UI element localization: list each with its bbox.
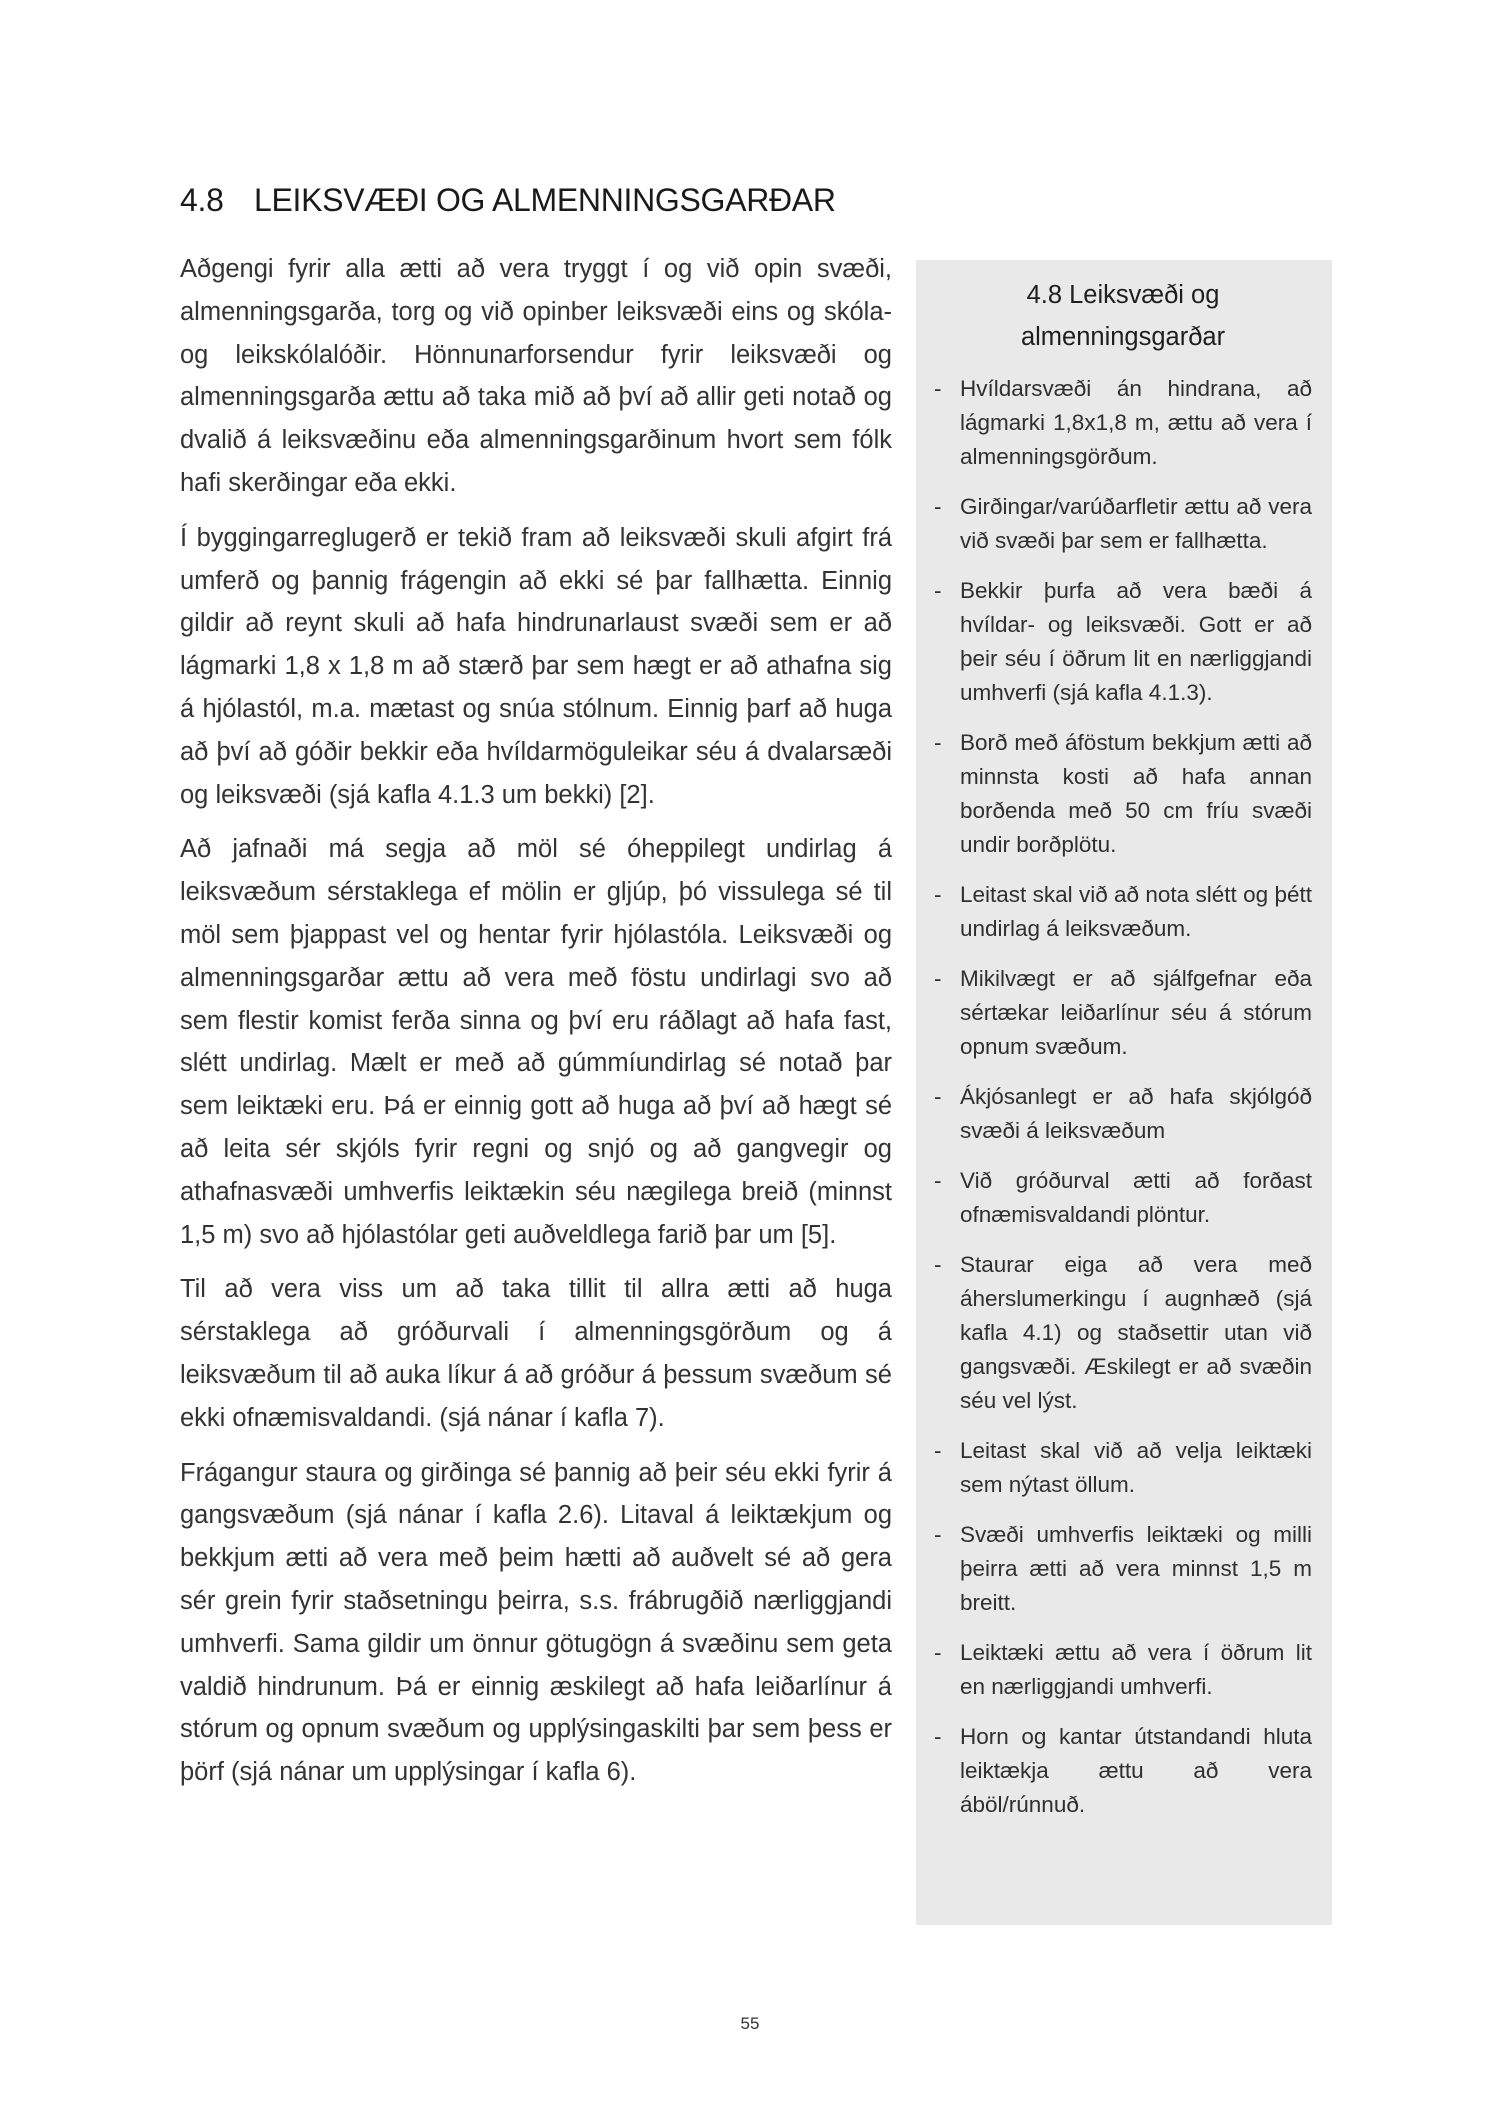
- list-item: [934, 1080, 1312, 1148]
- list-item-text: Leiktæki ættu að vera í öðrum lit en nærliggjandi umhverfi.: [960, 1640, 1312, 1699]
- bullet-dash: -: [934, 578, 942, 603]
- main-text: [180, 248, 892, 1806]
- list-item: [934, 490, 1312, 558]
- paragraph: Til að vera viss um að taka tillit til allra ætti að huga sérstaklega að gróðurvali í almenningsgörðum og á leiksvæðum til að auka líkur á að gróður á þessum svæðum sé ekki ofnæmisvaldandi. (sjá nánar í kafla 7).: [180, 1275, 892, 1432]
- paragraph: Frágangur staura og girðinga sé þannig að þeir séu ekki fyrir á gangsvæðum (sjá nánar í kafla 2.6). Litaval á leiktækjum og bekkjum ætti að vera með þeim hætti að auðvelt sé að gera sér grein fyrir staðsetningu þeirra, s.s. frábrugðið nærliggjandi umhverfi. Sama gildir um önnur götugögn á svæðinu sem geta valdið hindrunum. Þá er einnig æskilegt að hafa leiðarlínur á stórum og opnum svæðum og upplýsingaskilti þar sem þess er þörf (sjá nánar um upplýsingar í kafla 6).: [180, 1458, 892, 1787]
- bullet-dash: -: [934, 1724, 942, 1749]
- list-item: [934, 1164, 1312, 1232]
- list-item: [934, 1434, 1312, 1502]
- list-item: [934, 878, 1312, 946]
- section-title: LEIKSVÆÐI OG ALMENNINGSGARÐAR: [254, 182, 836, 218]
- bullet-dash: -: [934, 1252, 942, 1277]
- list-item-text: Leitast skal við að nota slétt og þétt undirlag á leiksvæðum.: [960, 882, 1312, 941]
- sidebar-list: [934, 372, 1312, 1822]
- list-item-text: Girðingar/varúðarfletir ættu að vera við svæði þar sem er fallhætta.: [960, 494, 1312, 553]
- list-item: [934, 726, 1312, 862]
- list-item-text: Ákjósanlegt er að hafa skjólgóð svæði á leiksvæðum: [960, 1084, 1312, 1143]
- paragraph: Að jafnaði má segja að möl sé óheppilegt undirlag á leiksvæðum sérstaklega ef mölin er gljúp, þó vissulega sé til möl sem þjappast vel og hentar fyrir hjólastóla. Leiksvæði og almenningsgarðar ættu að vera með föstu undirlagi svo að sem flestir komist ferða sinna og því eru ráðlagt að hafa fast, slétt undirlag. Mælt er með að gúmmíundirlag sé notað þar sem leiktæki eru. Þá er einnig gott að huga að því að hægt sé að leita sér skjóls fyrir regni og snjó og að gangvegir og athafnasvæði umhverfis leiktækin séu nægilega breið (minnst 1,5 m) svo að hjólastólar geti auðveldlega farið þar um [5].: [180, 835, 892, 1249]
- bullet-dash: -: [934, 1438, 942, 1463]
- list-item-text: Horn og kantar útstandandi hluta leiktækja ættu að vera áböl/rúnnuð.: [960, 1724, 1312, 1817]
- list-item: [934, 372, 1312, 474]
- bullet-dash: -: [934, 376, 942, 401]
- bullet-dash: -: [934, 1522, 942, 1547]
- bullet-dash: -: [934, 1168, 942, 1193]
- list-item: [934, 1518, 1312, 1620]
- section-number: 4.8: [180, 182, 224, 218]
- list-item: [934, 1636, 1312, 1704]
- bullet-dash: -: [934, 966, 942, 991]
- list-item: [934, 962, 1312, 1064]
- list-item-text: Borð með áföstum bekkjum ætti að minnsta kosti að hafa annan borðenda með 50 cm fríu svæði undir borðplötu.: [960, 730, 1312, 857]
- list-item-text: Staurar eiga að vera með áherslumerkingu í augnhæð (sjá kafla 4.1) og staðsettir utan við gangsvæði. Æskilegt er að svæðin séu vel lýst.: [960, 1252, 1312, 1413]
- paragraph: Í byggingarreglugerð er tekið fram að leiksvæði skuli afgirt frá umferð og þannig frágengin að ekki sé þar fallhætta. Einnig gildir að reynt skuli að hafa hindrunarlaust svæði sem er að lágmarki 1,8 x 1,8 m að stærð þar sem hægt er að athafna sig á hjólastól, m.a. mætast og snúa stólnum. Einnig þarf að huga að því að góðir bekkir eða hvíldarmöguleikar séu á dvalarsæði og leiksvæði (sjá kafla 4.1.3 um bekki) [2].: [180, 523, 892, 809]
- sidebar-title: 4.8 Leiksvæði og almenningsgarðar: [1020, 281, 1226, 351]
- bullet-dash: -: [934, 882, 942, 907]
- list-item: [934, 1248, 1312, 1418]
- list-item: [934, 574, 1312, 710]
- list-item-text: Svæði umhverfis leiktæki og milli þeirra ætti að vera minnst 1,5 m breitt.: [960, 1522, 1312, 1615]
- bullet-dash: -: [934, 494, 942, 519]
- list-item-text: Við gróðurval ætti að forðast ofnæmisvaldandi plöntur.: [960, 1168, 1312, 1227]
- section-heading: [180, 182, 836, 219]
- list-item-text: Mikilvægt er að sjálfgefnar eða sértækar leiðarlínur séu á stórum opnum svæðum.: [960, 966, 1312, 1059]
- bullet-dash: -: [934, 1640, 942, 1665]
- bullet-dash: -: [934, 1084, 942, 1109]
- list-item-text: Hvíldarsvæði án hindrana, að lágmarki 1,8x1,8 m, ættu að vera í almenningsgörðum.: [960, 376, 1312, 469]
- list-item: [934, 1720, 1312, 1822]
- bullet-dash: -: [934, 730, 942, 755]
- list-item-text: Leitast skal við að velja leiktæki sem nýtast öllum.: [960, 1438, 1312, 1497]
- summary-sidebar: [916, 260, 1332, 1925]
- paragraph: Aðgengi fyrir alla ætti að vera tryggt í og við opin svæði, almenningsgarða, torg og við opinber leiksvæði eins og skóla- og leikskólalóðir. Hönnunarforsendur fyrir leiksvæði og almenningsgarða ættu að taka mið að því að allir geti notað og dvalið á leiksvæðinu eða almenningsgarðinum hvort sem fólk hafi skerðingar eða ekki.: [180, 255, 892, 497]
- page-number: 55: [740, 2014, 760, 2033]
- list-item-text: Bekkir þurfa að vera bæði á hvíldar- og leiksvæði. Gott er að þeir séu í öðrum lit en nærliggjandi umhverfi (sjá kafla 4.1.3).: [960, 578, 1312, 705]
